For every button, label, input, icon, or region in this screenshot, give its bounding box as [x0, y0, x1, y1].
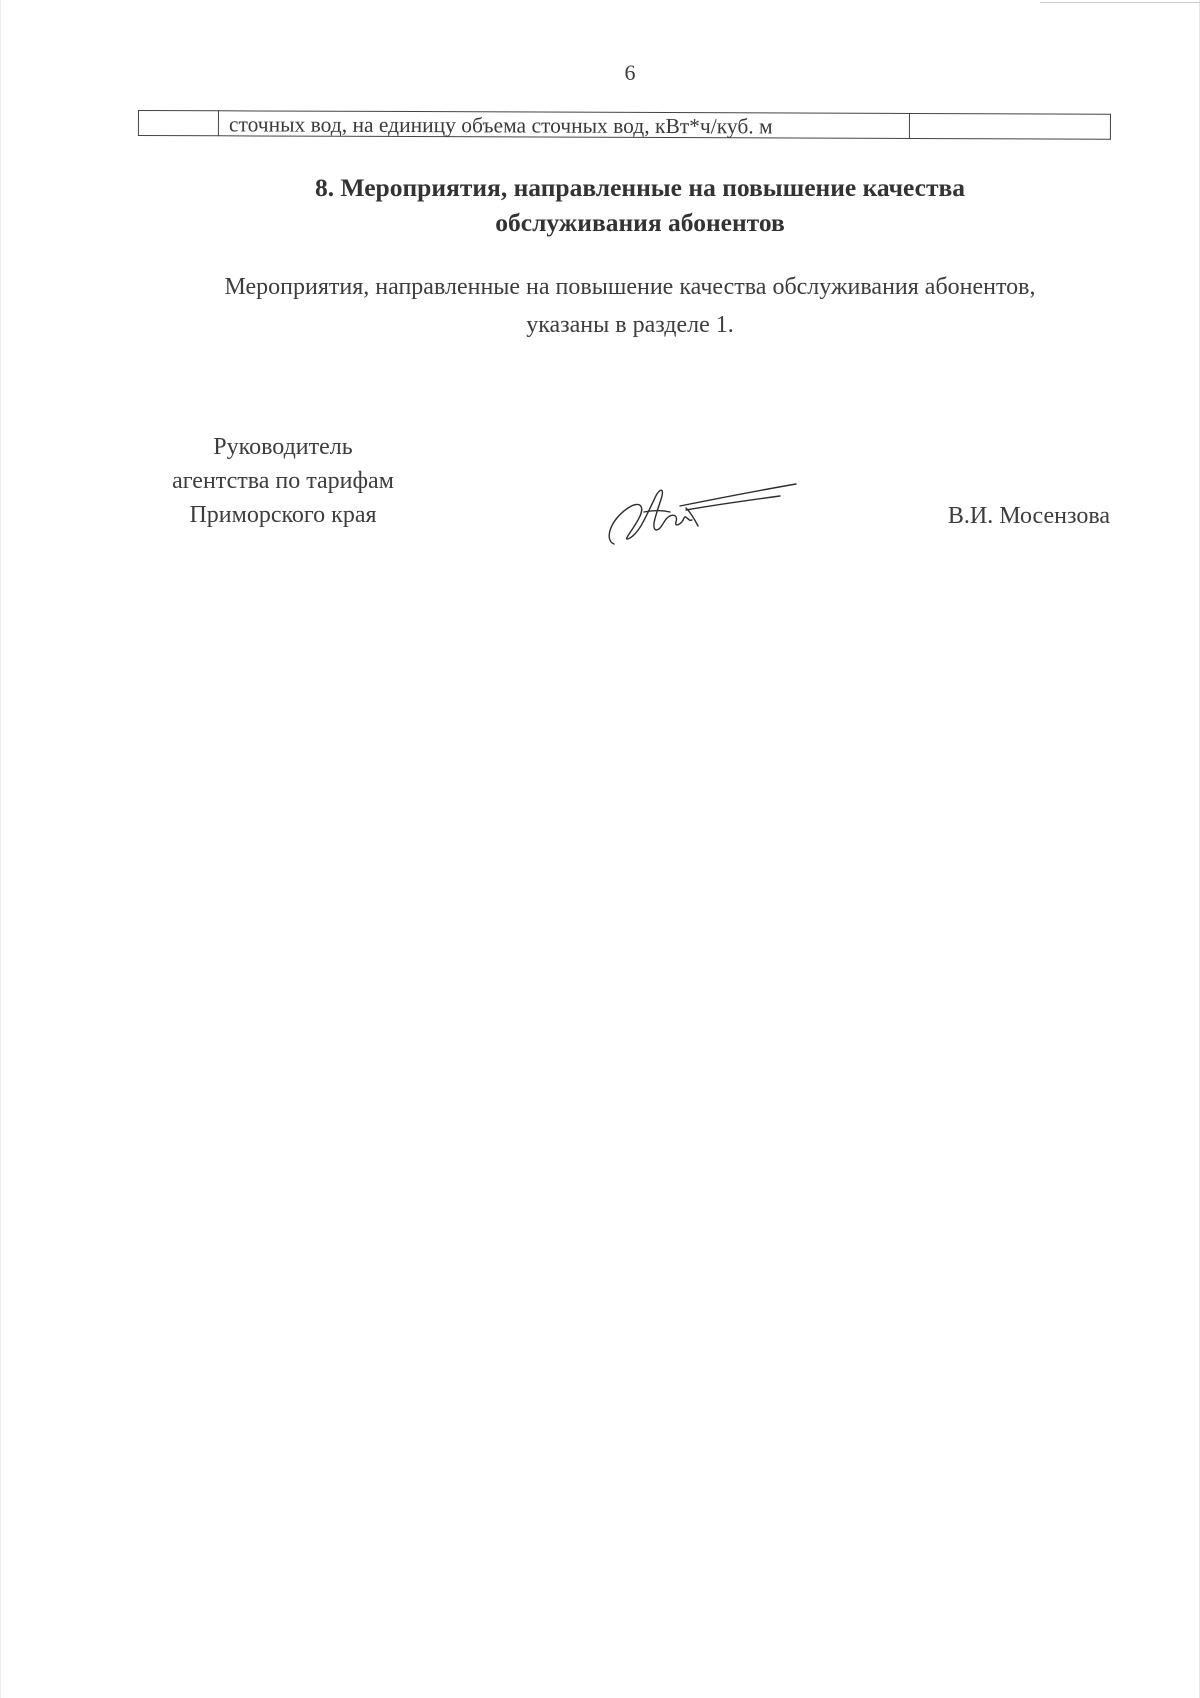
table-cell-description: сточных вод, на единицу объема сточных вод, кВт*ч/куб. м	[218, 111, 909, 139]
scan-edge-left	[0, 0, 1, 1698]
page-number: 6	[624, 60, 636, 85]
section-heading-line-2: обслуживания абонентов	[495, 208, 785, 237]
section-body-line-1: Мероприятия, направленные на повышение качества обслуживания абонентов,	[224, 274, 1036, 300]
table-cell-value	[909, 113, 1110, 139]
table-cell-number	[138, 111, 218, 136]
section-body	[130, 268, 1130, 344]
table-fragment	[138, 110, 1111, 140]
handwritten-signature	[600, 470, 800, 550]
section-heading-line-1: 8. Мероприятия, направленные на повышение качества	[314, 173, 966, 202]
table-row	[138, 111, 1110, 140]
signer-name: В.И. Мосензова	[947, 503, 1110, 529]
section-heading	[180, 170, 1100, 240]
signer-title-line-1: Руководитель	[213, 434, 353, 460]
signer-title-line-3: Приморского края	[189, 502, 377, 528]
section-body-line-2: указаны в разделе 1.	[526, 312, 734, 338]
scan-top-line	[1040, 2, 1200, 3]
signer-title-line-2: агентства по тарифам	[172, 468, 394, 494]
signer-title	[138, 430, 428, 532]
